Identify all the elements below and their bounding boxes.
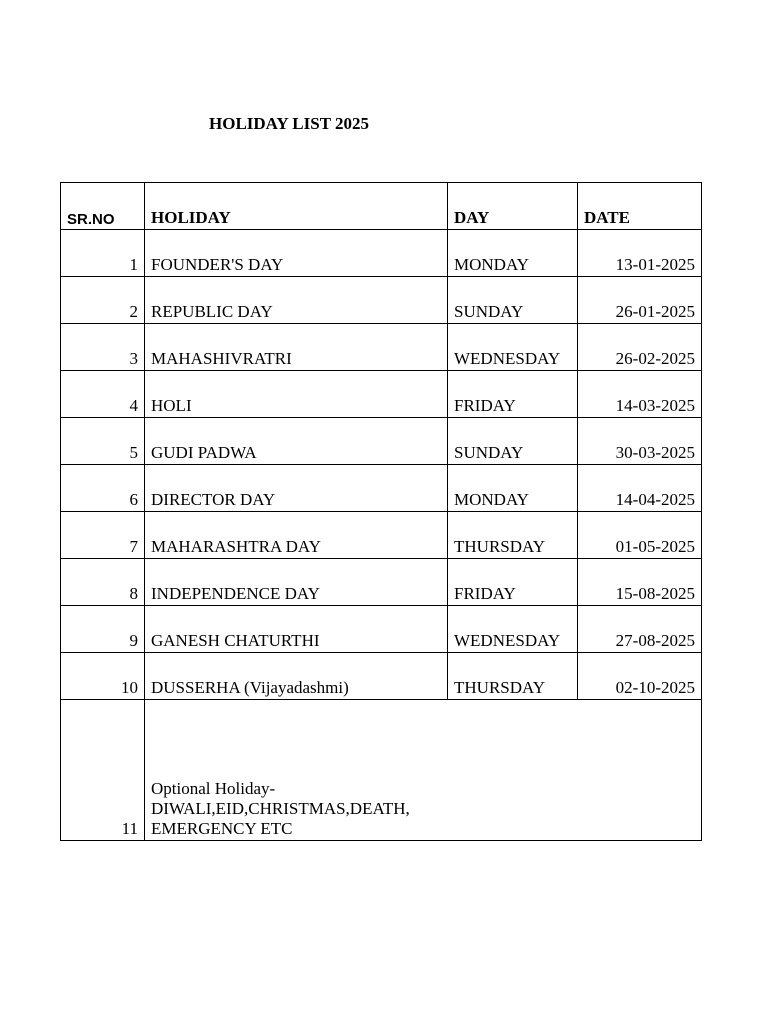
table-row [61,230,702,277]
holiday-date: 26-02-2025 [578,324,702,371]
holiday-date: 01-05-2025 [578,512,702,559]
holiday-day: THURSDAY [448,512,578,559]
holiday-date: 14-03-2025 [578,371,702,418]
holiday-name: GANESH CHATURTHI [145,606,448,653]
row-number: 4 [61,371,145,418]
row-number: 3 [61,324,145,371]
table-row [61,512,702,559]
optional-holiday-row [61,700,702,841]
row-number: 11 [61,700,145,841]
row-number: 6 [61,465,145,512]
table-row [61,465,702,512]
table-row [61,606,702,653]
holiday-date: 27-08-2025 [578,606,702,653]
holiday-name: INDEPENDENCE DAY [145,559,448,606]
holiday-name: DUSSERHA (Vijayadashmi) [145,653,448,700]
holiday-name: FOUNDER'S DAY [145,230,448,277]
holiday-day: SUNDAY [448,277,578,324]
holiday-day: FRIDAY [448,371,578,418]
column-header-date: DATE [578,183,702,230]
column-header-day: DAY [448,183,578,230]
holiday-day: MONDAY [448,465,578,512]
holiday-date: 30-03-2025 [578,418,702,465]
holiday-day: MONDAY [448,230,578,277]
row-number: 8 [61,559,145,606]
holiday-day: FRIDAY [448,559,578,606]
table-row [61,559,702,606]
row-number: 1 [61,230,145,277]
row-number: 7 [61,512,145,559]
holiday-name: HOLI [145,371,448,418]
optional-holiday-note: Optional Holiday- DIWALI,EID,CHRISTMAS,DEATH, EMERGENCY ETC [145,700,702,841]
holiday-date: 02-10-2025 [578,653,702,700]
row-number: 2 [61,277,145,324]
table-row [61,418,702,465]
holiday-date: 13-01-2025 [578,230,702,277]
table-header-row [61,183,702,230]
holiday-name: MAHASHIVRATRI [145,324,448,371]
holiday-name: GUDI PADWA [145,418,448,465]
holiday-name: REPUBLIC DAY [145,277,448,324]
column-header-srno: SR.NO [61,183,145,230]
table-row [61,371,702,418]
holiday-table [60,182,702,841]
holiday-day: WEDNESDAY [448,606,578,653]
holiday-day: WEDNESDAY [448,324,578,371]
holiday-name: MAHARASHTRA DAY [145,512,448,559]
holiday-date: 15-08-2025 [578,559,702,606]
holiday-date: 26-01-2025 [578,277,702,324]
table-row [61,277,702,324]
row-number: 10 [61,653,145,700]
holiday-date: 14-04-2025 [578,465,702,512]
holiday-day: SUNDAY [448,418,578,465]
page-title: HOLIDAY LIST 2025 [209,114,369,133]
table-row [61,324,702,371]
column-header-holiday: HOLIDAY [145,183,448,230]
holiday-name: DIRECTOR DAY [145,465,448,512]
holiday-day: THURSDAY [448,653,578,700]
row-number: 5 [61,418,145,465]
table-row [61,653,702,700]
row-number: 9 [61,606,145,653]
